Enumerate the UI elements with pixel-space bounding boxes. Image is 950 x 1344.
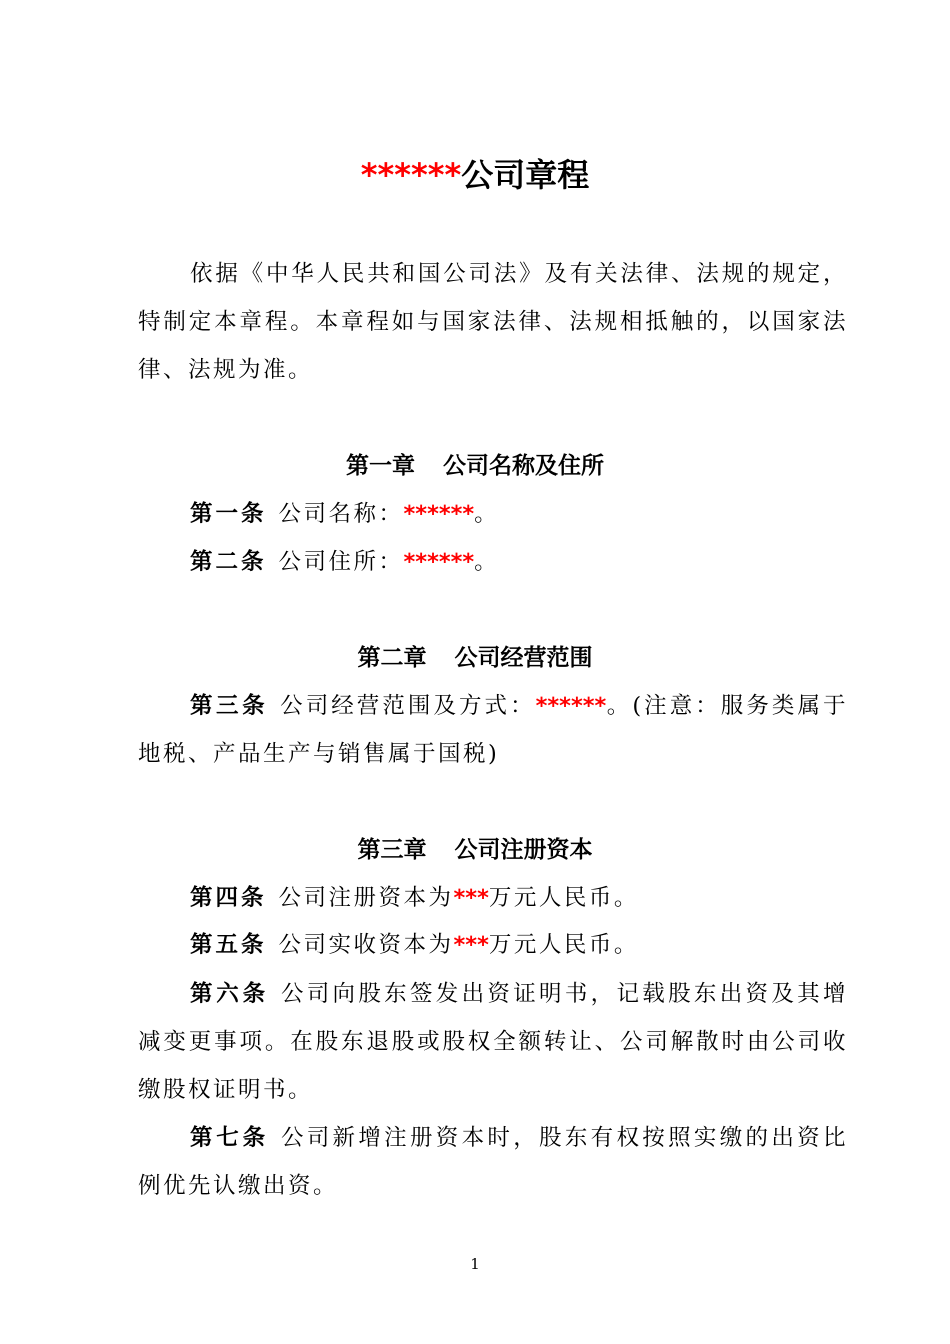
- article-text-end: 。: [474, 501, 500, 527]
- article-text: 公司向股东签发出资证明书，记载股东出资及其增减变更事项。在股东退股或股权全额转让、公司解散时由公司收缴股权证明书。: [138, 981, 848, 1103]
- page-number: 1: [470, 1255, 480, 1273]
- article-label: 第四条: [190, 885, 267, 911]
- article-6: [138, 970, 848, 1114]
- article-label: 第二条: [190, 549, 267, 575]
- chapter-title: 公司名称及住所: [443, 453, 604, 479]
- placeholder-stars: ******: [403, 549, 475, 575]
- article-2: [138, 538, 848, 586]
- article-label: 第一条: [190, 501, 267, 527]
- article-text-end: 万元人民币。: [488, 885, 639, 911]
- chapter-2-heading: [0, 638, 950, 678]
- chapter-title: 公司经营范围: [454, 645, 593, 671]
- article-text: 公司实收资本为: [278, 932, 454, 958]
- chapter-number: 第一章: [346, 453, 415, 479]
- chapter-number: 第二章: [357, 645, 427, 671]
- article-text-end: 万元人民币。: [488, 932, 639, 958]
- article-7: [138, 1114, 848, 1210]
- article-4: [138, 874, 848, 922]
- article-label: 第六条: [190, 981, 269, 1007]
- chapter-number: 第三章: [357, 837, 427, 863]
- placeholder-stars: ***: [453, 885, 489, 911]
- placeholder-stars: ***: [453, 932, 489, 958]
- article-label: 第七条: [190, 1125, 269, 1151]
- article-text: 公司注册资本为: [278, 885, 454, 911]
- article-3: [138, 682, 848, 778]
- chapter-3-heading: [0, 830, 950, 870]
- placeholder-stars: ******: [403, 501, 475, 527]
- placeholder-stars: ******: [535, 693, 607, 719]
- article-label: 第三条: [190, 693, 269, 719]
- article-5: [138, 921, 848, 969]
- title-placeholder: ******: [360, 156, 462, 194]
- document-title: [0, 150, 950, 200]
- article-text-end: 。(注意：服务类属于地税、产品生产与销售属于国税): [138, 693, 848, 767]
- preamble-paragraph: 依据《中华人民共和国公司法》及有关法律、法规的规定，特制定本章程。本章程如与国家法律、法规相抵触的，以国家法律、法规为准。: [138, 261, 848, 383]
- article-label: 第五条: [190, 932, 267, 958]
- chapter-title: 公司注册资本: [454, 837, 593, 863]
- article-text: 公司经营范围及方式：: [280, 693, 536, 719]
- chapter-1-heading: [0, 446, 950, 486]
- title-text: 公司章程: [461, 156, 590, 194]
- article-text: 公司名称：: [278, 501, 404, 527]
- article-text: 公司新增注册资本时，股东有权按照实缴的出资比例优先认缴出资。: [138, 1125, 848, 1199]
- article-text-end: 。: [474, 549, 500, 575]
- article-text: 公司住所：: [278, 549, 404, 575]
- article-1: [138, 490, 848, 538]
